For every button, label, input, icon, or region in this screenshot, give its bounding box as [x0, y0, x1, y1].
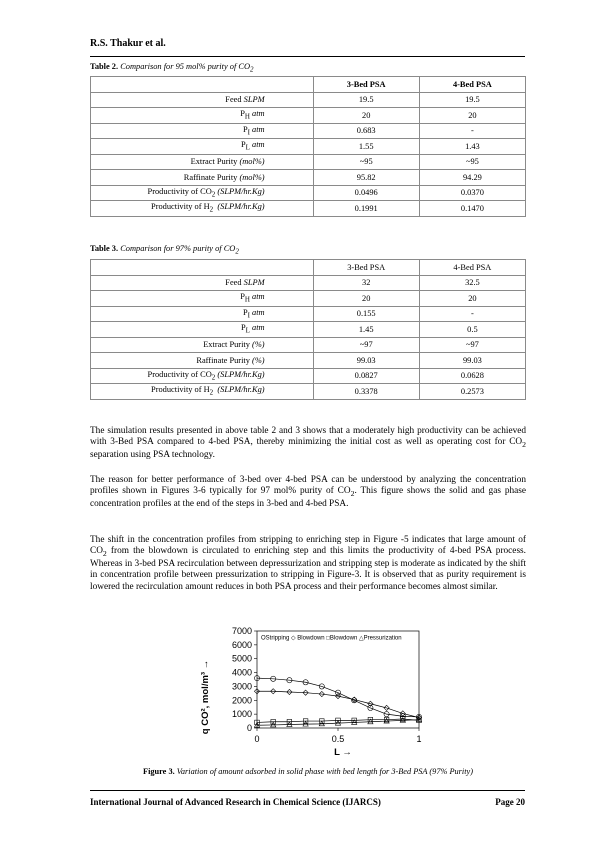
table2-cell-3bed: ~95 — [313, 154, 419, 170]
table3-cell-3bed: 99.03 — [313, 353, 419, 369]
table2-cell-3bed: 0.1991 — [313, 201, 419, 217]
header-rule — [90, 56, 525, 57]
table3-cell-4bed: 99.03 — [419, 353, 525, 369]
table2-row — [91, 201, 526, 217]
table3-row-label: $P_H$ atm — [91, 291, 314, 307]
table2-row-label: $P_I$ atm — [91, 123, 314, 139]
table3-cell-3bed: 32 — [313, 275, 419, 291]
table3-cell-3bed: 0.3378 — [313, 384, 419, 400]
table2-row — [91, 185, 526, 201]
table2-row — [91, 123, 526, 139]
table2-cell-3bed: 0.683 — [313, 123, 419, 139]
table3-cell-3bed: 0.155 — [313, 306, 419, 322]
series-circle — [254, 676, 421, 720]
table2-cell-4bed: - — [419, 123, 525, 139]
table3-cell-4bed: 0.0628 — [419, 368, 525, 384]
table2-row-label: Raffinate Purity (mol%) — [91, 170, 314, 186]
table3-cell-3bed: 1.45 — [313, 322, 419, 338]
footer — [90, 797, 525, 807]
table2-caption — [90, 62, 254, 74]
table3-label: Table 3. — [90, 244, 119, 253]
figure-label: Figure 3. — [143, 767, 175, 776]
table3-cell-4bed: - — [419, 306, 525, 322]
table3-row — [91, 291, 526, 307]
y-tick-label: 7000 — [231, 627, 252, 636]
table2-row-label: Productivity of $CO_2$ (SLPM/hr.Kg) — [91, 185, 314, 201]
table3-cell-4bed: 0.2573 — [419, 384, 525, 400]
table3-row-label: Raffinate Purity (%) — [91, 353, 314, 369]
table2-cell-4bed: 0.1470 — [419, 201, 525, 217]
table3-col-header — [91, 260, 314, 276]
table3-row-label: Feed SLPM — [91, 275, 314, 291]
table3-cell-4bed: 0.5 — [419, 322, 525, 338]
page-number: Page 20 — [495, 797, 525, 807]
table3-row-label: $P_L$ atm — [91, 322, 314, 338]
table3-cell-4bed: 32.5 — [419, 275, 525, 291]
table2-row-label: Feed SLPM — [91, 92, 314, 108]
table3-row-label: Extract Purity (%) — [91, 337, 314, 353]
table2-label: Table 2. — [90, 62, 119, 71]
table3-cell-3bed: ~97 — [313, 337, 419, 353]
table2-cell-4bed: ~95 — [419, 154, 525, 170]
paragraph-2: The reason for better performance of 3-bed over 4-bed PSA can be understood by analyzing the concentration profiles shown in Figures 3-6 typically for 97 mol% purity of $CO_2$. This figure shows the solid and gas phase concentration profiles at the end of the steps in 3-bed and 4-bed PSA. — [90, 475, 526, 510]
table3-row — [91, 368, 526, 384]
table2-row-label: $P_L$ atm — [91, 139, 314, 155]
table3-cell-3bed: 20 — [313, 291, 419, 307]
table2-cell-4bed: 19.5 — [419, 92, 525, 108]
running-header: R.S. Thakur et al. — [90, 38, 166, 49]
x-axis-label: L → — [334, 747, 352, 758]
figure-caption-text: Variation of amount adsorbed in solid phase with bed length for 3-Bed PSA (97% Purity) — [176, 767, 473, 776]
footer-rule — [90, 790, 525, 791]
y-tick-label: 3000 — [231, 681, 252, 692]
table3-row — [91, 306, 526, 322]
y-tick-label: 4000 — [231, 667, 252, 678]
table3-row — [91, 337, 526, 353]
table2-cell-3bed: 19.5 — [313, 92, 419, 108]
table3-row — [91, 353, 526, 369]
table2-cell-3bed: 95.82 — [313, 170, 419, 186]
table3-row-label: Productivity of $CO_2$ (SLPM/hr.Kg) — [91, 368, 314, 384]
table3-cell-3bed: 0.0827 — [313, 368, 419, 384]
legend: OStripping ◇ Blowdown □Blowdown △Pressurization — [261, 635, 402, 642]
table3-row — [91, 322, 526, 338]
table2-cell-4bed: 1.43 — [419, 139, 525, 155]
table3-caption-text: Comparison for 97% purity of $CO_2$ — [120, 244, 239, 256]
table2-row-label: Extract Purity (mol%) — [91, 154, 314, 170]
x-tick-label: 0 — [254, 734, 260, 744]
table3-caption — [90, 244, 239, 256]
x-tick-label: 0.5 — [331, 734, 345, 744]
y-tick-label: 5000 — [231, 653, 252, 664]
table2-cell-3bed: 0.0496 — [313, 185, 419, 201]
table2-cell-4bed: 0.0370 — [419, 185, 525, 201]
table2-cell-3bed: 1.55 — [313, 139, 419, 155]
series-line — [257, 678, 419, 717]
x-tick-label: 1 — [416, 734, 422, 744]
journal-name: International Journal of Advanced Research in Chemical Science (IJARCS) — [90, 797, 381, 807]
table2-cell-3bed: 20 — [313, 108, 419, 124]
y-tick-label: 6000 — [231, 639, 252, 650]
figure-caption — [90, 767, 526, 776]
table2-row — [91, 139, 526, 155]
table2-col-header — [91, 77, 314, 93]
table2-row-label: Productivity of $H_2$ (SLPM/hr.Kg) — [91, 201, 314, 217]
table3-cell-4bed: ~97 — [419, 337, 525, 353]
table3-col-header: 3-Bed PSA — [313, 260, 419, 276]
table2-row — [91, 154, 526, 170]
table3-header-row — [91, 260, 526, 276]
table2-col-header: 3-Bed PSA — [313, 77, 419, 93]
table3-row-label: Productivity of $H_2$ (SLPM/hr.Kg) — [91, 384, 314, 400]
table2-header-row — [91, 77, 526, 93]
table3-row — [91, 275, 526, 291]
y-tick-label: 2000 — [231, 695, 252, 706]
table2-col-header: 4-Bed PSA — [419, 77, 525, 93]
y-tick-label: 0 — [246, 723, 252, 733]
x-ticks — [254, 728, 421, 744]
table2-caption-text: Comparison for 95 mol% purity of $CO_2$ — [120, 62, 254, 74]
table2-row — [91, 170, 526, 186]
paragraph-1: The simulation results presented in above table 2 and 3 shows that a moderately high productivity can be achieved with 3-Bed PSA compared to 4-bed PSA, thereby minimizing the initial cost as well as operating cost for $CO_2$ separation using PSA technology. — [90, 426, 526, 461]
y-ticks — [232, 627, 257, 733]
table3-row — [91, 384, 526, 400]
table3-col-header: 4-Bed PSA — [419, 260, 525, 276]
y-axis-label: q CO², mol/m³ → — [200, 659, 211, 735]
paragraph-3: The shift in the concentration profiles from stripping to enriching step in Figure -5 indicates that large amount of $CO_2$ from the blowdown is circulated to enriching step and this limits the productivity of 4-bed PSA process. Whereas in 3-bed PSA recirculation between depressurization and stripping step is moderate as indicated by the shift in concentration profile between pressurization to stripping in Figure-3. It is observed that as purity requirement is lowered the recirculation amount reduces in both PSA process and their performance becomes almost similar. — [90, 535, 526, 592]
table2-row — [91, 108, 526, 124]
table3-row-label: $P_I$ atm — [91, 306, 314, 322]
table2-cell-4bed: 94.29 — [419, 170, 525, 186]
series-layer — [254, 676, 421, 728]
table2 — [90, 76, 526, 217]
table2-row-label: $P_H$ atm — [91, 108, 314, 124]
table3 — [90, 259, 526, 400]
table2-cell-4bed: 20 — [419, 108, 525, 124]
y-tick-label: 1000 — [231, 709, 252, 720]
table2-row — [91, 92, 526, 108]
table3-cell-4bed: 20 — [419, 291, 525, 307]
concentration-chart — [195, 627, 445, 760]
